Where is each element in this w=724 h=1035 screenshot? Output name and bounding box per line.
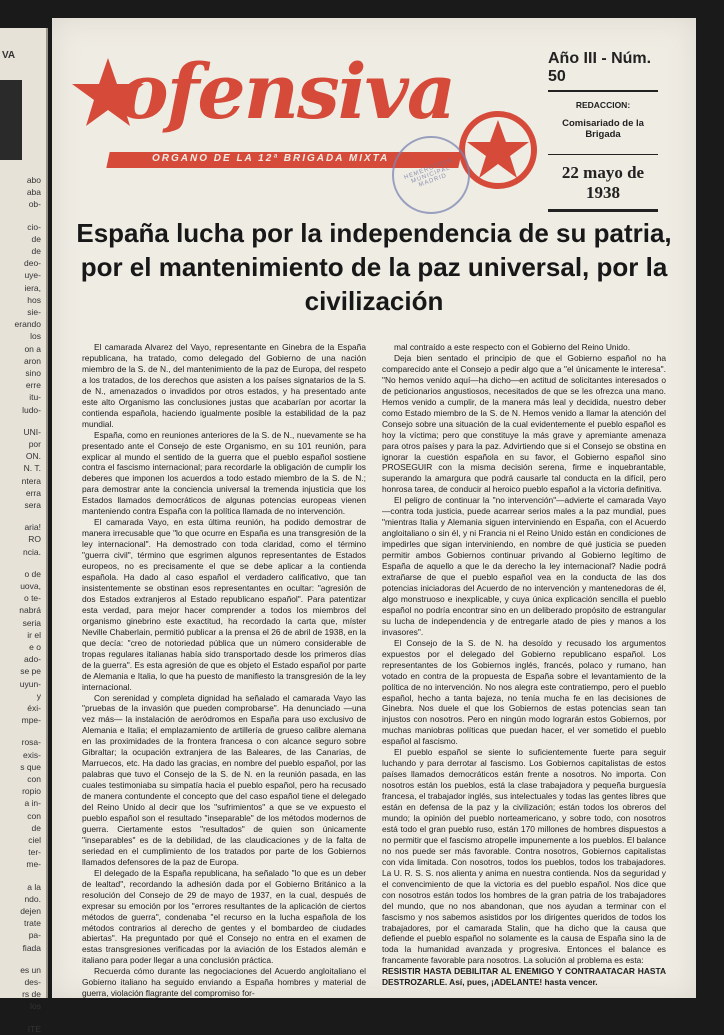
adjacent-page-fragment: de	[31, 822, 41, 833]
adjacent-page-fragment: nabrá	[19, 605, 41, 616]
adjacent-page-fragment: aria!	[24, 522, 41, 533]
adjacent-page-fragment: seria	[22, 617, 41, 628]
adjacent-page-fragment: los	[30, 331, 41, 342]
adjacent-page-fragment: a la	[27, 881, 41, 892]
adjacent-page-fragment: sino	[25, 368, 41, 378]
adjacent-page-fragment: ropio	[22, 786, 41, 797]
adjacent-page-fragment: RO	[28, 534, 41, 545]
adjacent-page-fragment: dejen	[20, 906, 41, 916]
adjacent-page-fragment: ncia.	[23, 546, 41, 557]
adjacent-page-fragment: sie-	[27, 307, 41, 317]
article-paragraph: El delegado de la España republicana, ha señalado "lo que es un deber de lealtad", recordando la adhesión dada por el Gobierno Británico a la resolución del Consejo de 29 de mayo de 1937, en la cual, después de expresar su emoción por los "errores resultantes de la aplicación de ciertos métodos de guerra", condenaba "el recurso en la lucha española de los métodos contrarios al derecho de gentes y el bombardeo de ciudades abiertas". Ha preguntado por qué el Consejo no entra en el examen de estas transgresiones verificadas por la aviación de los Estados alemán e italiano para poder llegar a una conclusión práctica.	[82, 867, 366, 966]
adjacent-page-fragment: abo	[26, 175, 41, 185]
adjacent-page-fragment: fiada	[22, 942, 41, 953]
adjacent-page-fragment: erra	[25, 487, 41, 498]
adjacent-page-fragment: e o	[29, 642, 41, 652]
adjacent-page	[0, 28, 48, 1034]
adjacent-page-fragment: iera,	[24, 282, 41, 293]
adjacent-page-fragment: trate	[23, 918, 41, 929]
adjacent-page-fragment: hos	[27, 294, 41, 305]
newspaper-page	[52, 18, 696, 998]
adjacent-page-fragment: aron	[23, 355, 41, 366]
adjacent-page-fragment: a in-	[24, 798, 41, 809]
adjacent-page-fragment: uye-	[24, 270, 41, 281]
adjacent-page-fragment: itu-	[29, 392, 41, 403]
issue-number: Año III - Núm. 50	[548, 50, 652, 85]
adjacent-page-fragment: sera	[24, 500, 41, 510]
article-paragraph: El peligro de continuar la "no intervención"—advierte el camarada Vayo—contra toda justicia, puede acarrear serios males a la paz mundial, pues "mientras Italia y Alemania siguen interviniendo en España, con el Acuerdo angloitaliano o sin él, y ni Francia ni el Reino Unido están en condiciones de impedirles que sigan interviniendo, en nombre de qué justicia se pueden permitir ambos Gobiernos continuar privando al Gobierno legítimo de España de aquello a que le da derecho la ley internacional? Nadie podrá extrañarse de que el pueblo español vea en la conducta de las dos potencias iniciadoras del Acuerdo de no intervención y mantenedoras de él, algo monstruoso e inexplicable, y cuya única explicación sencilla el pueblo español no podría encontrar sino en un deliberado propósito de estrangular su lucha de independencia y de entregarle atado de pies y manos a los invasores".	[382, 495, 666, 637]
adjacent-page-fragment: uyun-	[19, 678, 41, 689]
adjacent-page-fragment: ndo.	[24, 893, 41, 904]
adjacent-page-fragment: N. T.	[23, 463, 41, 474]
adjacent-page-fragment: exis-	[23, 749, 41, 760]
issue-info	[548, 50, 658, 212]
newspaper-title: ofensiva	[118, 47, 455, 136]
masthead	[52, 18, 696, 218]
redaccion-value: Comisariado de la Brigada	[562, 118, 644, 140]
adjacent-page-fragment: ITE	[27, 1023, 41, 1034]
adjacent-page-fragment: mpe-	[21, 715, 41, 726]
divider	[548, 90, 658, 92]
adjacent-page-fragment: con	[27, 774, 41, 784]
adjacent-page-fragment: cio-	[27, 221, 41, 232]
adjacent-page-fragment: y	[36, 690, 41, 701]
adjacent-page-fragment: rosa-	[21, 737, 41, 748]
adjacent-page-fragment: erre	[25, 380, 41, 391]
redaccion-label: REDACCION:	[575, 100, 631, 110]
article-paragraph: Con serenidad y completa dignidad ha señalado el camarada Vayo las "pruebas de la invasión que pueden comprobarse". Ha denunciado —una vez más— la instalación de aeródromos en España para uso exclusivo de Alemania e Italia; el emplazamiento de artillería de grueso calibre alemana en las proximidades de la frontera francesa o con alcance seguro sobre Gibraltar; la ocupación extranjera de las Baleares, de las Canarias, de Marruecos, etc. Ha dado las gracias, en nombre del pueblo español, por las palabras que tuvo el Consejo de la S. de N. en la reunión pasada, en las cuales testimoniaba su simpatía hacia el pueblo español, pero ha recusado de manera contundente el concepto que del caso español tiene el delegado del Reino Unido al decir que los "sufrimientos" a que se ve expuesto el pueblo español son el resultado "inseparable" de los métodos modernos de guerra. Ciertamente estos "resultados" de quien son únicamente "inseparables" es de la debilidad, de las claudicaciones y de la falta de seriedad en el cumplimiento de los tratados por parte de los Gobiernos llamados defensores de la paz de Europa.	[82, 692, 366, 867]
article-column-left	[82, 342, 366, 999]
article-paragraph: El Consejo de la S. de N. ha desoído y recusado los argumentos expuestos por el delegado del Gobierno republicano español. Los representantes de los Gobiernos inglés, francés, polaco y rumano, han votado en contra de la propuesta de España sobre el levantamiento de la política de no intervención. No nos alegra este contratiempo, pero el pueblo español, hecho a tanta bajeza, no tenía mucha fe en las decisiones de Ginebra. Nos duele el que los Gobiernos de estas potencias sean tan injustos con nosotros. Pero en ningún modo lograrán estos Gobiernos, por muchas maniobras políticas que puedan hacer, el ver sometido el pueblo español al fascismo.	[382, 637, 666, 747]
issue-date: 22 mayo de 1938	[561, 163, 645, 202]
adjacent-page-fragment: aba	[26, 187, 41, 198]
adjacent-page-fragment: por	[28, 439, 41, 449]
adjacent-page-fragment: o te-	[23, 593, 41, 604]
adjacent-page-fragment: s que	[20, 761, 41, 772]
adjacent-page-fragment: o de	[24, 568, 41, 579]
article-paragraph: El camarada Vayo, en esta última reunión, ha podido demostrar de manera irrecusable que "lo que ocurre en España es una transgresión de la ley internacional". Ha demostrado con toda claridad, como el término "guerra civil", término que esgrimen algunos representantes de Estados europeos, no es precisamente el que se debe aplicar a la contienda española. Ha dado al caso español el verdadero calificativo, que tan insistentemente se obstinan esos representantes en ocultar: "agresión de dos Estados extranjeros al Estado republicano español". Para patentizar esta verdad, para mejor hacer comprender a todos los miembros del organismo ginebrino este exactitud, ha recordado la carta que, míster Neville Chaberlain, permitió publicar a la prensa el 26 de abril de 1938, en la que decía: "creo de notoriedad pública que un número considerable de tropas regulares italianas había sido transportado desde los primeros días de la guerra". Es esta agresión de que es objeto el Estado español por parte de Alemania e Italia, lo que ha puesto de manifiesto la transgresión de la ley internacional.	[82, 517, 366, 692]
library-stamp-text: HEMEROTECA MUNICIPAL MADRID	[403, 157, 455, 189]
adjacent-page-fragment: uova,	[20, 581, 41, 591]
adjacent-page-fragment: ob-	[28, 199, 41, 210]
adjacent-page-fragment: pa-	[28, 930, 41, 941]
adjacent-page-fragment: ciel	[28, 835, 41, 845]
article-body	[82, 342, 666, 999]
adjacent-page-fragment: los	[30, 1001, 41, 1012]
divider	[548, 209, 658, 212]
article-paragraph: El pueblo español se siente lo suficientemente fuerte para seguir luchando y para derrotar al fascismo. Los Gobiernos capitalistas de estos países llamados democráticos están frente a nosotros. No importa. Con nosotros están los pueblos, está la clase trabajadora y pequeña burguesía francesa, el trabajador inglés, sus intelectuales y todas las gentes libres que están en defensa de la paz y la civilización; están todos los obreros del mundo; la opinión del pueblo norteamericano, y sobre todo, con nosotros está todo el gran pueblo ruso, están 170 millones de hombres dispuestos a no permitir que el fascismo atropelle impunemente a los pueblos. El balance no nos puede ser más favorable. Contra nosotros, Gobiernos capitalistas con vida limitada. Con nosotros, todos los pueblos, todos los trabajadores. La U. R. S. S. nos alienta y anima en nuestra contienda. Nos da seguridad y el convencimiento de que la victoria es del pueblo español. Nos dice que con nosotros están todos los hombres de la gran patria de los trabajadores del mundo, que no nos abandonan, que nos ayudan a terminar con el fascismo y nos sabemos asistidos por los dirigentes queridos de todos los trabajadores, por el camarada Stalin, que ha dicho que la causa que defiende el pueblo español no solamente es la causa de España sino la de toda la humanidad avanzada y progresiva. Entonces el balance es francamente favorable para nosotros. La solución al problema es esta:	[382, 747, 666, 966]
divider	[548, 154, 658, 155]
adjacent-page-fragment: ter-	[28, 847, 41, 858]
adjacent-page-fragment: ludo-	[22, 404, 41, 415]
adjacent-page-fragment: ntera	[21, 475, 41, 486]
adjacent-page-fragment: ON.	[25, 451, 41, 462]
adjacent-page-fragment: on a	[24, 343, 41, 354]
adjacent-page-fragment: se pe	[20, 666, 41, 677]
article-paragraph: mal contraído a este respecto con el Gobierno del Reino Unido.	[394, 342, 631, 352]
adjacent-page-fragment: des-	[24, 977, 41, 987]
adjacent-page-fragment: ir el	[27, 629, 41, 640]
article-paragraph: Deja bien sentado el principio de que el Gobierno español no ha comparecido ante el Consejo a pedir algo que a "el únicamente le interesa". "No hemos venido aquí—ha dicho—en actitud de solicitantes interesados o de peticionarios angustiosos, necesitados de que se les ofrezca una mano. Hemos venido a cumplir, de la manera más leal y decidida, nuestro deber como Estado miembro de la S. de N. Hemos venido a llamar la atención del Consejo sobre una situación de la cual evidentemente el pueblo español es hoy la víctima; pero que constituye la más grave y apremiante amenaza para otros países y para la paz. Advirtiendo que si el Consejo se obstina en ignorar la cuestión española en su favor, el Gobierno español sino PROSEGUIR con la misma decisión serena, firme e inquebrantable, superando la amargura que podrá causarle tal conducta en la difícil, pero honrosa tarea, de conducir al heroico pueblo español a la victoria definitiva.	[382, 352, 666, 495]
adjacent-page-fragment: deo-	[23, 258, 41, 269]
adjacent-page-fragment: de	[31, 246, 41, 256]
article-paragraph: El camarada Alvarez del Vayo, representante en Ginebra de la España republicana, ha tratado, como delegado del Gobierno de una nación miembro de la S. de N., del mantenimiento de la paz de Europa, del respeto a los tratados, de los derechos que asisten a los países signatarios de la S. de N., amenazados o invadidos por otros estados, y ha presentado ante este alto Organismo las conclusiones justas que acabarían por acortar la contienda española, haciendo igualmente posible la estabilidad de la paz mundial.	[82, 342, 366, 429]
article-column-right	[382, 342, 666, 992]
adjacent-page-fragment: rs de	[22, 989, 41, 1000]
adjacent-page-title-fragment: VA	[2, 50, 16, 61]
adjacent-page-fragment: me-	[26, 859, 41, 870]
adjacent-page-fragment: de	[31, 233, 41, 244]
adjacent-page-fragment: éxi-	[27, 703, 41, 713]
adjacent-page-fragment: UNI-	[23, 426, 41, 437]
headline: España lucha por la independencia de su patria, por el mantenimiento de la paz universal, por la civilización	[76, 218, 672, 316]
article-paragraph: Recuerda cómo durante las negociaciones del Acuerdo angloitaliano el Gobierno italiano ha seguido enviando a España hombres y material de guerra, violación flagrante del compromiso for-	[82, 966, 366, 999]
newspaper-subtitle: ORGANO DE LA 12ª BRIGADA MIXTA	[152, 153, 390, 164]
adjacent-page-fragment: erando	[14, 319, 41, 330]
article-paragraph: RESISTIR HASTA DEBILITAR AL ENEMIGO Y CONTRAATACAR HASTA DESTROZARLE. Así, pues, ¡ADELANTE! hasta vencer.	[382, 966, 666, 988]
article-paragraph: España, como en reuniones anteriores de la S. de N., nuevamente se ha presentado ante el Consejo de este Organismo, en su 101 reunión, para explicar al mundo el sentido de la guerra que el pueblo español sostiene contra el fascismo internacional; para recordarle la obligación de cumplir los deberes que imponen los acuerdos a todo estado miembro de la S. de N.; para demostrar ante la conciencia universal la tremenda injusticia que los Estados llamados democráticos de algunas potencias europeas vienen manteniendo contra España con la política llamada de no intervención.	[82, 429, 366, 517]
adjacent-page-fragment: es un	[20, 964, 41, 975]
adjacent-page-image-fragment	[0, 80, 22, 160]
adjacent-page-fragment: con	[27, 810, 41, 821]
adjacent-page-fragment: ado-	[23, 654, 41, 665]
library-stamp	[392, 136, 470, 214]
